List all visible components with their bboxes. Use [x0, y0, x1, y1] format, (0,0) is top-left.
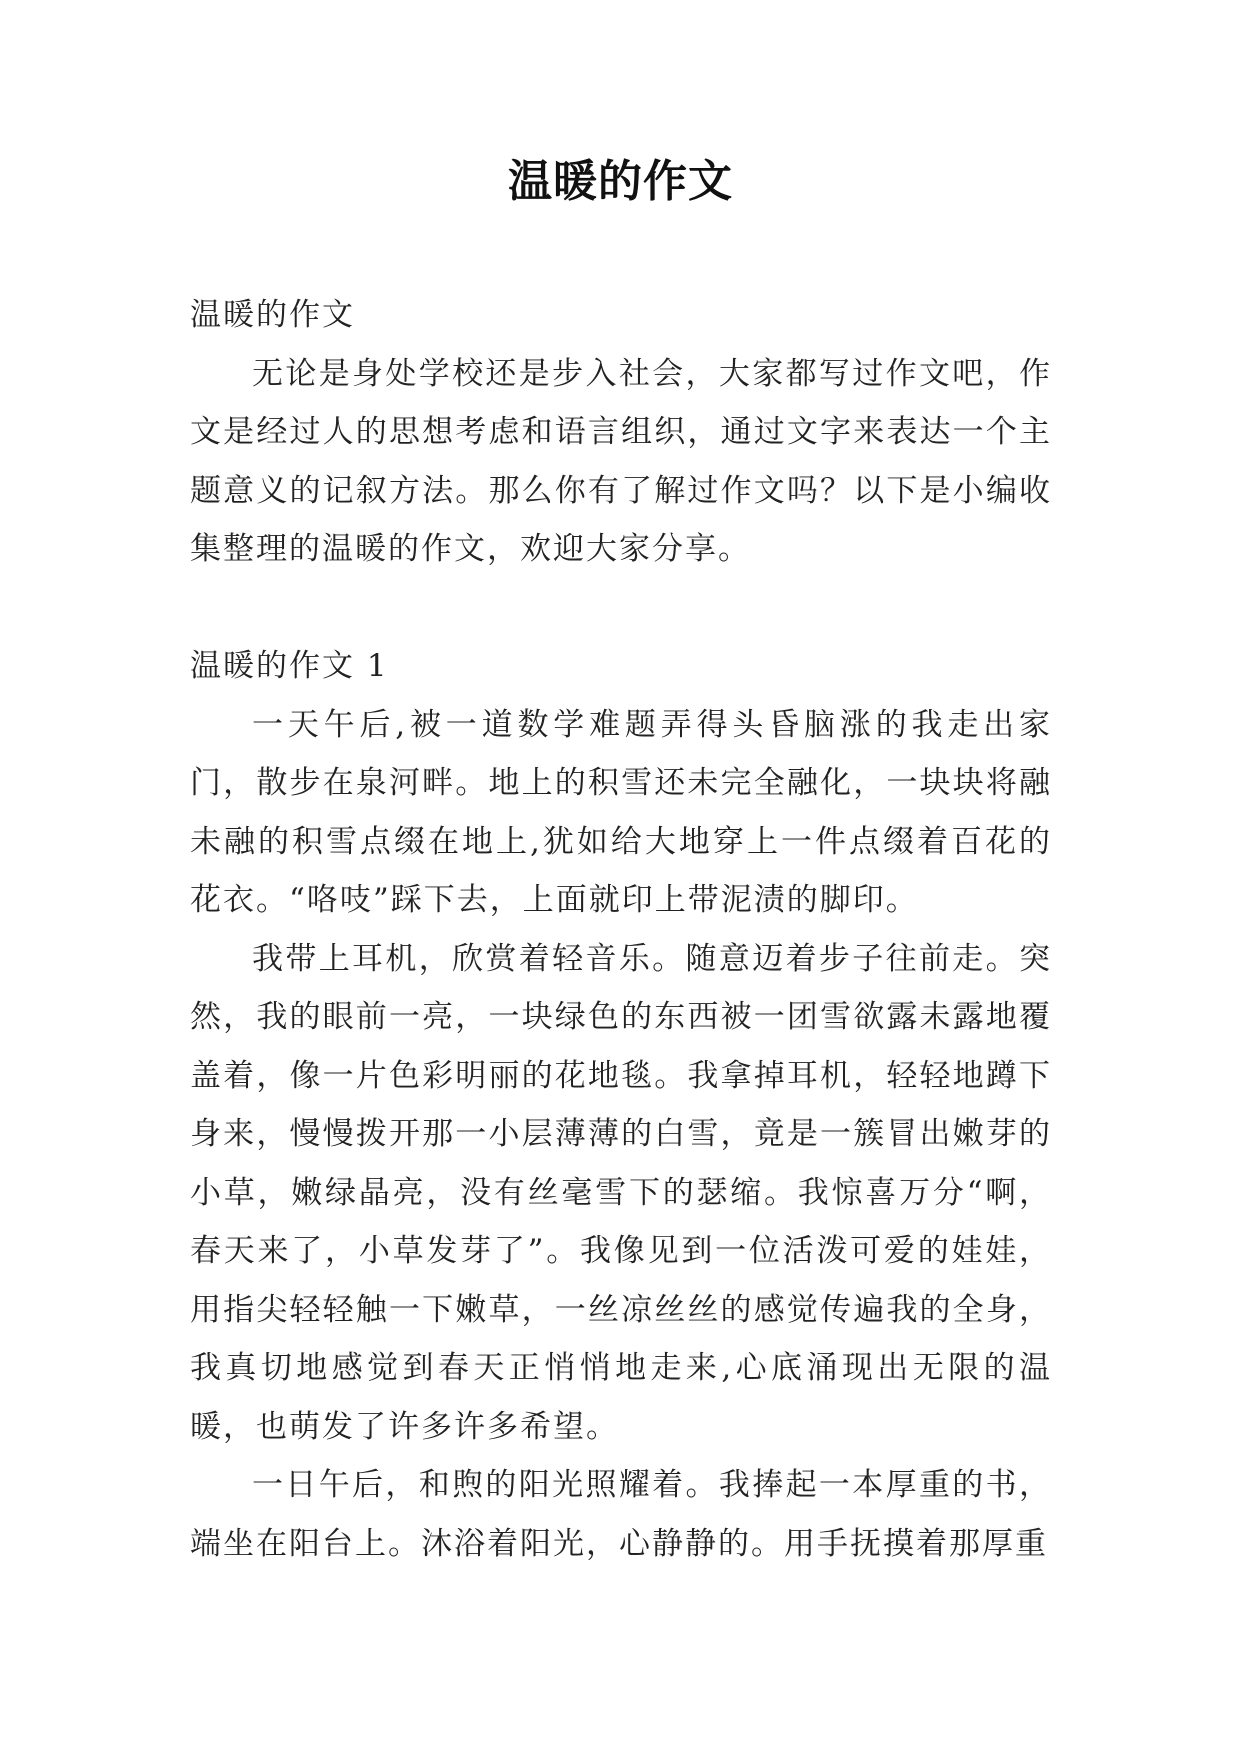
intro-heading: 温暖的作文	[190, 297, 355, 333]
document-title: 温暖的作文	[508, 156, 733, 207]
intro-paragraph: 无论是身处学校还是步入社会，大家都写过作文吧，作文是经过人的思想考虑和语言组织，通过文字来表达一个主题意义的记叙方法。那么你有了解过作文吗？以下是小编收集整理的温暖的作文，欢迎大家分享。	[190, 355, 1052, 567]
essay-1-paragraph-1: 一天午后,被一道数学难题弄得头昏脑涨的我走出家门，散步在泉河畔。地上的积雪还未完全融化，一块块将融未融的积雪点缀在地上,犹如给大地穿上一件点缀着百花的花衣。“咯吱”踩下去，上面就印上带泥渍的脚印。	[190, 706, 1052, 918]
essay-1-heading: 温暖的作文 1	[190, 648, 389, 684]
document-body	[190, 286, 1052, 1573]
section-spacer	[190, 579, 1052, 638]
essay-1-paragraph-2: 我带上耳机，欣赏着轻音乐。随意迈着步子往前走。突然，我的眼前一亮，一块绿色的东西被一团雪欲露未露地覆盖着，像一片色彩明丽的花地毯。我拿掉耳机，轻轻地蹲下身来，慢慢拨开那一小层薄薄的白雪，竟是一簇冒出嫩芽的小草，嫩绿晶亮，没有丝毫雪下的瑟缩。我惊喜万分“啊，春天来了，小草发芽了”。我像见到一位活泼可爱的娃娃，用指尖轻轻触一下嫩草，一丝凉丝丝的感觉传遍我的全身，我真切地感觉到春天正悄悄地走来,心底涌现出无限的温暖，也萌发了许多许多希望。	[190, 940, 1052, 1445]
essay-1-paragraph-3: 一日午后，和煦的阳光照耀着。我捧起一本厚重的书，端坐在阳台上。沐浴着阳光，心静静的。用手抚摸着那厚重	[190, 1467, 1052, 1562]
